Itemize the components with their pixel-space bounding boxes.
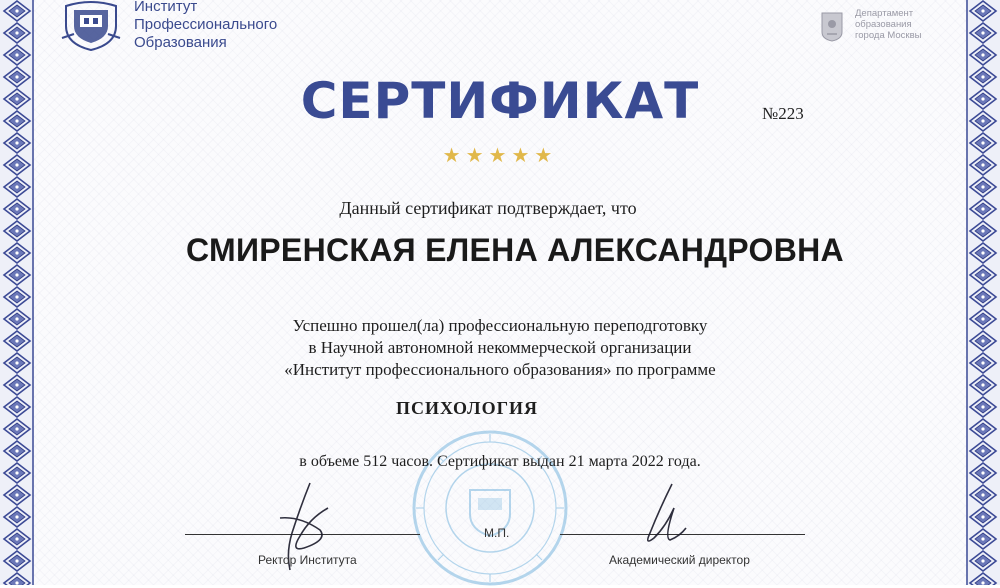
moscow-coat-of-arms-icon [821, 12, 843, 42]
official-seal-stamp [410, 428, 570, 588]
confirm-text: Данный сертификат подтверждает, что [339, 198, 637, 218]
logo-line: Образования [134, 34, 227, 51]
certificate-title: СЕРТИФИКАТ [300, 72, 700, 130]
dept-line: Департамент [855, 8, 914, 19]
logo-line: Профессионального [134, 16, 278, 33]
description-line: Успешно прошел(ла) профессиональную переподготовку [292, 316, 708, 335]
institute-logo-text [134, 0, 277, 52]
rector-caption: Ректор Института [258, 553, 357, 567]
stamp-place-caption: М.П. [484, 526, 510, 540]
dept-line: города Москвы [855, 30, 922, 41]
volume-and-issue-date: в объеме 512 часов. Сертификат выдан 21 марта 2022 года. [299, 453, 701, 470]
dept-line: образования [855, 19, 912, 30]
logo-line: Институт [134, 0, 198, 15]
rating-stars: ★★★★★ [442, 145, 558, 167]
recipient-name: СМИРЕНСКАЯ ЕЛЕНА АЛЕКСАНДРОВНА [186, 232, 844, 268]
training-description [0, 315, 1000, 381]
department-logo-text [855, 8, 921, 41]
description-line: «Институт профессионального образования» по программе [284, 360, 716, 379]
certificate-number: №223 [762, 104, 804, 123]
description-line: в Научной автономной некоммерческой организации [308, 338, 692, 357]
director-caption: Академический директор [609, 553, 750, 567]
program-name: ПСИХОЛОГИЯ [395, 398, 539, 418]
institute-emblem-icon [60, 0, 122, 52]
director-signature [630, 478, 690, 558]
